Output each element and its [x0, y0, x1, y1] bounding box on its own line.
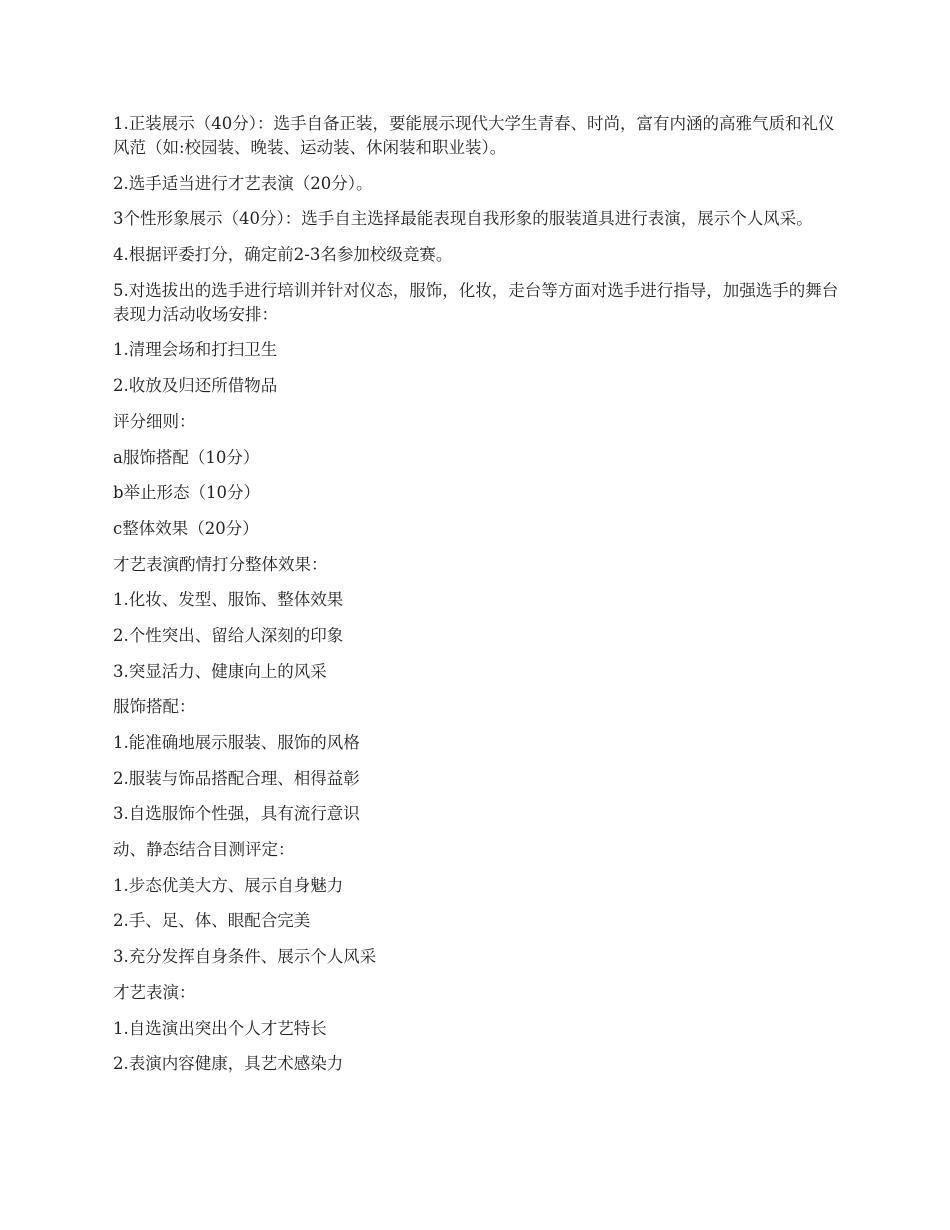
paragraph-talent-show: 2.选手适当进行才艺表演（20分）。 [113, 173, 373, 193]
list-item: 3.突显活力、健康向上的风采 [113, 661, 327, 681]
paragraph-personal-image: 3个性形象展示（40分）：选手自主选择最能表现自我形象的服装道具进行表演，展示个人风采。 [113, 209, 813, 229]
paragraph-training: 5.对选拔出的选手进行培训并针对仪态，服饰，化妆，走台等方面对选手进行指导，加强选手的舞台表现力活动收场安排： [113, 280, 839, 324]
list-item: a服饰搭配（10分） [113, 447, 260, 467]
list-item: 1.清理会场和打扫卫生 [113, 340, 278, 360]
section-heading-posture: 动、静态结合目测评定： [113, 840, 295, 860]
list-item: 2.手、足、体、眼配合完美 [113, 911, 311, 931]
paragraph-formal-wear: 1.正装展示（40分）：选手自备正装，要能展示现代大学生青春、时尚，富有内涵的高雅气质和礼仪风范（如:校园装、晚装、运动装、休闲装和职业装）。 [113, 114, 835, 157]
list-item: 2.服装与饰品搭配合理、相得益彰 [113, 768, 360, 788]
list-item: 2.表演内容健康，具艺术感染力 [113, 1054, 344, 1074]
section-heading-scoring-rules: 评分细则： [113, 411, 196, 431]
document-page [113, 112, 843, 1088]
section-heading-outfit: 服饰搭配： [113, 697, 196, 717]
section-heading-overall-effect: 才艺表演酌情打分整体效果： [113, 554, 328, 574]
list-item: 2.收放及归还所借物品 [113, 376, 278, 396]
list-item: 1.能准确地展示服装、服饰的风格 [113, 733, 360, 752]
list-item: b举止形态（10分） [113, 483, 261, 503]
list-item: 3.充分发挥自身条件、展示个人风采 [113, 947, 377, 967]
list-item: c整体效果（20分） [113, 518, 259, 538]
list-item: 1.自选演出突出个人才艺特长 [113, 1018, 327, 1038]
list-item: 3.自选服饰个性强，具有流行意识 [113, 804, 360, 824]
section-heading-talent: 才艺表演： [113, 982, 196, 1002]
list-item: 1.化妆、发型、服饰、整体效果 [113, 590, 344, 610]
list-item: 2.个性突出、留给人深刻的印象 [113, 625, 344, 645]
list-item: 1.步态优美大方、展示自身魅力 [113, 875, 344, 895]
paragraph-judges-score: 4.根据评委打分，确定前2-3名参加校级竞赛。 [113, 245, 453, 265]
